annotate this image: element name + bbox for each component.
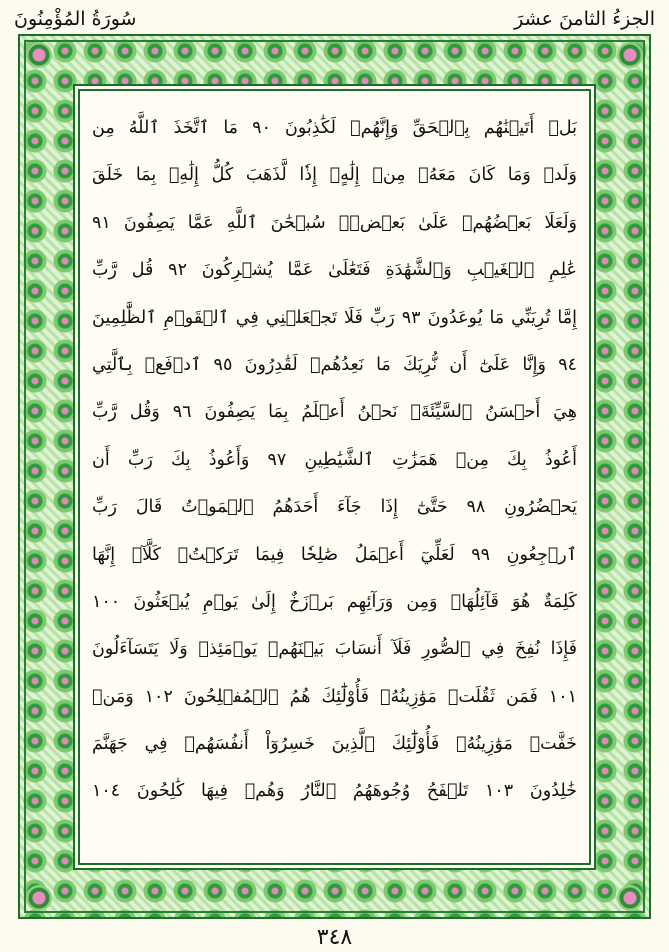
text-line: هِيَ أَحۡسَنُ ٱلسَّيِّئَةَۚ نَحۡنُ أَعۡلَمُ بِمَا يَصِفُونَ ٩٦ وَقُل رَّبِّ (92, 402, 577, 423)
text-line: وَلَعَلَا بَعۡضُهُمۡ عَلَىٰ بَعۡضٖۚ سُبۡحَٰنَ ٱللَّهِ عَمَّا يَصِفُونَ ٩١ (92, 212, 577, 233)
text-line: خَٰلِدُونَ ١٠٣ تَلۡفَحُ وُجُوهَهُمُ ٱلنَّارُ وَهُمۡ فِيهَا كَٰلِحُونَ ١٠٤ (92, 781, 577, 802)
text-line: ٱرۡجِعُونِ ٩٩ لَعَلِّيٓ أَعۡمَلُ صَٰلِحٗا فِيمَا تَرَكۡتُۚ كَلَّآۚ إِنَّهَا (92, 544, 577, 565)
text-line: إِمَّا تُرِيَنِّي مَا يُوعَدُونَ ٩٣ رَبِّ فَلَا تَجۡعَلۡنِي فِي ٱلۡقَوۡمِ ٱلظَّٰلِمِينَ (92, 307, 577, 328)
text-line: يَحۡضُرُونِ ٩٨ حَتَّىٰٓ إِذَا جَآءَ أَحَدَهُمُ ٱلۡمَوۡتُ قَالَ رَبِّ (92, 497, 577, 518)
text-panel (78, 89, 591, 865)
page-header (14, 4, 655, 34)
text-line: أَعُوذُ بِكَ مِنۡ هَمَزَٰتِ ٱلشَّيَٰطِينِ ٩٧ وَأَعُوذُ بِكَ رَبِّ أَن (92, 449, 577, 470)
text-line: كَلِمَةٌ هُوَ قَآئِلُهَاۖ وَمِن وَرَآئِهِم بَرۡزَخٌ إِلَىٰ يَوۡمِ يُبۡعَثُونَ ١٠٠ (92, 591, 577, 612)
surah-name: سُورَةُ المُؤْمِنُونَ (14, 8, 137, 30)
text-line: ١٠١ فَمَن ثَقُلَتۡ مَوَٰزِينُهُۥ فَأُوْلَٰٓئِكَ هُمُ ٱلۡمُفۡلِحُونَ ١٠٢ وَمَنۡ (92, 686, 577, 707)
page-number: ٣٤٨ (316, 925, 353, 950)
corner-ornament-icon (617, 885, 643, 911)
text-line: فَإِذَا نُفِخَ فِي ٱلصُّورِ فَلَآ أَنسَابَ بَيۡنَهُمۡ يَوۡمَئِذٖ وَلَا يَتَسَآءَلُونَ (92, 639, 577, 660)
text-line: عَٰلِمِ ٱلۡغَيۡبِ وَٱلشَّهَٰدَةِ فَتَعَٰلَىٰ عَمَّا يُشۡرِكُونَ ٩٢ قُل رَّبِّ (92, 260, 577, 281)
text-line: وَلَدٖ وَمَا كَانَ مَعَهُۥ مِنۡ إِلَٰهٍۚ إِذٗا لَّذَهَبَ كُلُّ إِلَٰهِۭ بِمَا خَلَقَ (92, 165, 577, 186)
verse-text (92, 105, 577, 816)
ornamental-frame (18, 34, 651, 919)
corner-ornament-icon (26, 885, 52, 911)
text-line: بَلۡ أَتَيۡنَٰهُم بِٱلۡحَقِّ وَإِنَّهُمۡ لَكَٰذِبُونَ ٩٠ مَا ٱتَّخَذَ ٱللَّهُ مِن (92, 118, 577, 138)
juz-name: الجزءُ الثامنَ عشرَ (514, 8, 655, 30)
corner-ornament-icon (617, 42, 643, 68)
text-line: خَفَّتۡ مَوَٰزِينُهُۥ فَأُوْلَٰٓئِكَ ٱلَّذِينَ خَسِرُوٓاْ أَنفُسَهُمۡ فِي جَهَنَّمَ (92, 734, 577, 755)
corner-ornament-icon (26, 42, 52, 68)
text-line: ٩٤ وَإِنَّا عَلَىٰٓ أَن نُّرِيَكَ مَا نَعِدُهُمۡ لَقَٰدِرُونَ ٩٥ ٱدۡفَعۡ بِٱلَّتِي (92, 354, 577, 375)
